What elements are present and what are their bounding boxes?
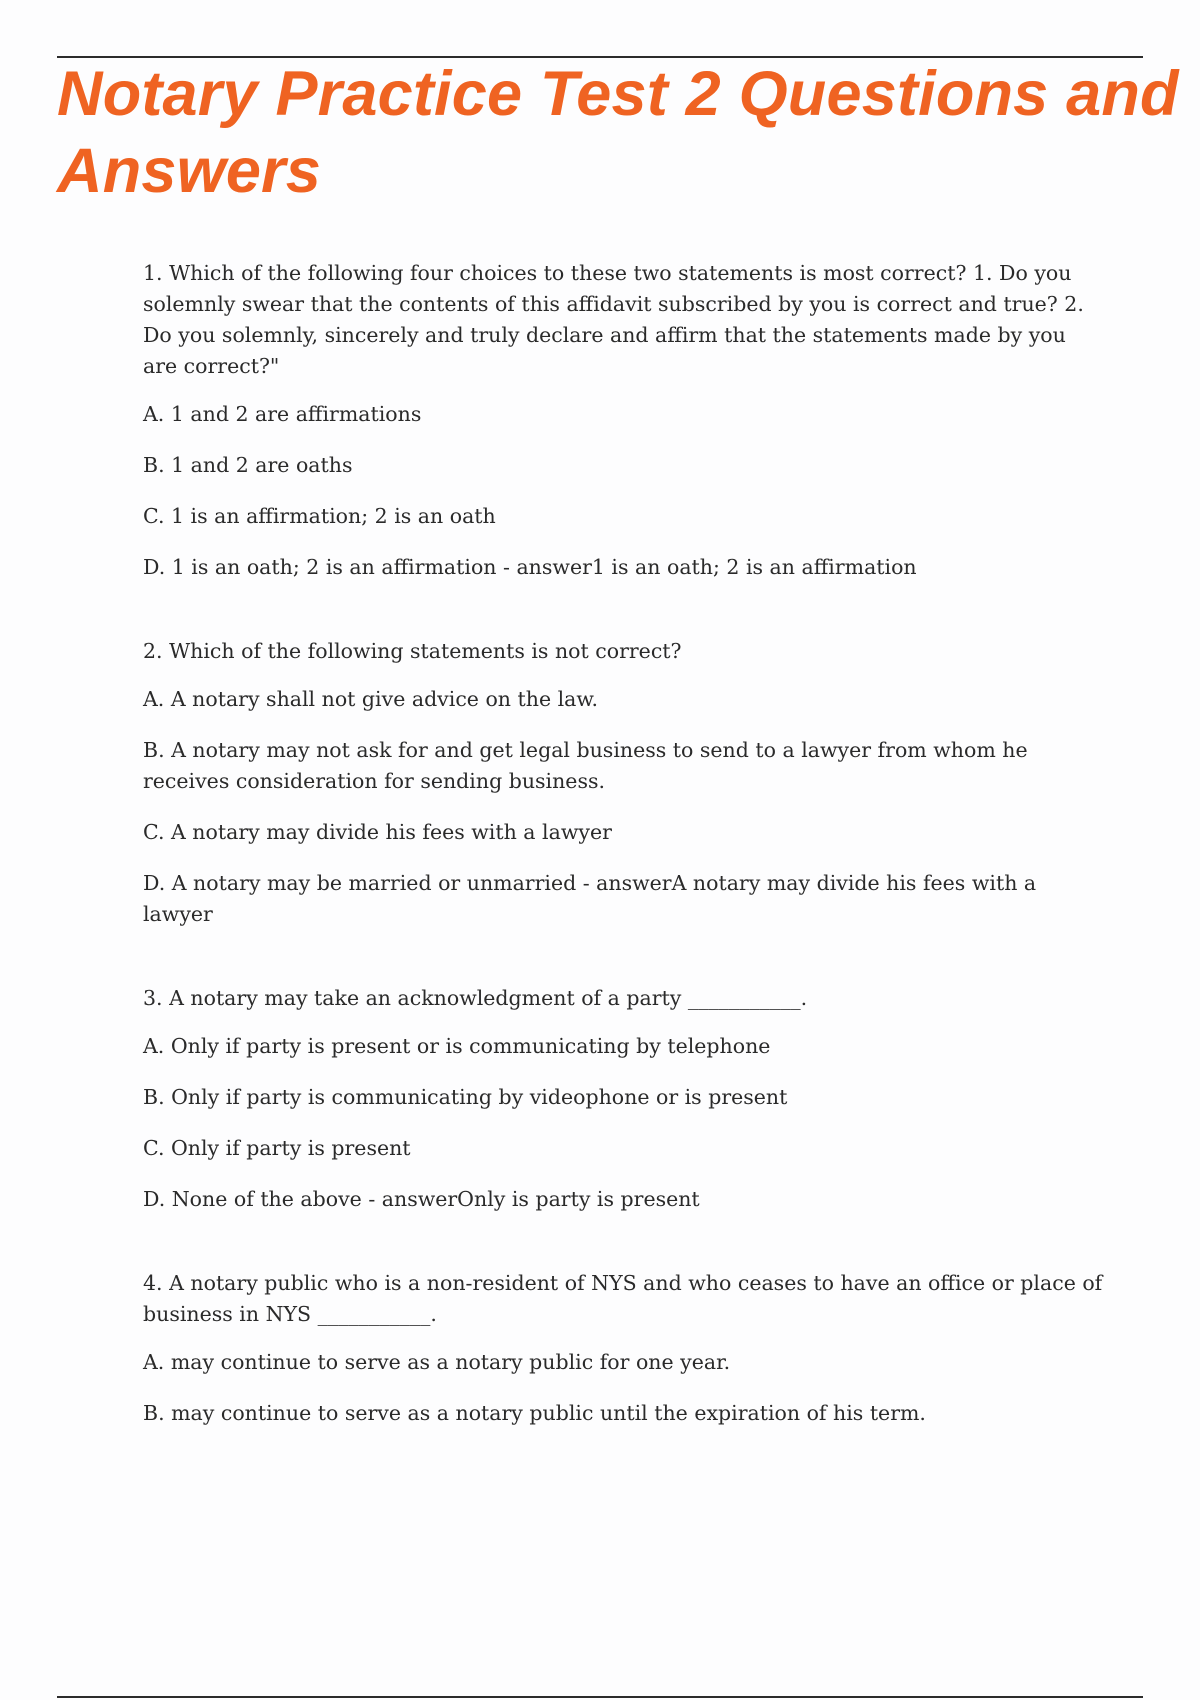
bottom-divider: [57, 1696, 1143, 1698]
question-text: 4. A notary public who is a non-resident of NYS and who ceases to have an office or place of business in NYS ___________.: [143, 1271, 1103, 1326]
option-a: A. may continue to serve as a notary public for one year.: [143, 1350, 731, 1374]
option-d: D. 1 is an oath; 2 is an affirmation - answer1 is an oath; 2 is an affirmation: [143, 555, 917, 579]
option-a: A. Only if party is present or is communicating by telephone: [143, 1034, 771, 1058]
option-d: D. None of the above - answerOnly is party is present: [143, 1187, 700, 1211]
option-a: A. 1 and 2 are affirmations: [143, 402, 422, 426]
option-b: B. may continue to serve as a notary public until the expiration of his term.: [143, 1401, 926, 1425]
question-4: [143, 1268, 1103, 1429]
option-c: C. 1 is an affirmation; 2 is an oath: [143, 504, 496, 528]
option-b: B. 1 and 2 are oaths: [143, 453, 353, 477]
question-1: [143, 258, 1103, 583]
question-text: 2. Which of the following statements is not correct?: [143, 639, 682, 663]
option-a: A. A notary shall not give advice on the law.: [143, 687, 599, 711]
question-text: 3. A notary may take an acknowledgment of a party ___________.: [143, 986, 808, 1010]
option-b: B. Only if party is communicating by videophone or is present: [143, 1085, 788, 1109]
option-c: C. A notary may divide his fees with a lawyer: [143, 820, 612, 844]
option-d: D. A notary may be married or unmarried - answerA notary may divide his fees with a lawyer: [143, 871, 1037, 926]
option-b: B. A notary may not ask for and get legal business to send to a lawyer from whom he receives consideration for sending business.: [143, 738, 1028, 793]
document-title: Notary Practice Test 2 Questions and Answers: [57, 59, 1179, 206]
question-text: 1. Which of the following four choices to these two statements is most correct? 1. Do you solemnly swear that the contents of this affidavit subscribed by you is correct and true? 2. Do you solemnly, sincerely and truly declare and affirm that the statements made by you are correct?": [143, 261, 1084, 378]
option-c: C. Only if party is present: [143, 1136, 411, 1160]
question-3: [143, 983, 1103, 1215]
question-2: [143, 636, 1103, 930]
question-list: [143, 258, 1103, 1449]
